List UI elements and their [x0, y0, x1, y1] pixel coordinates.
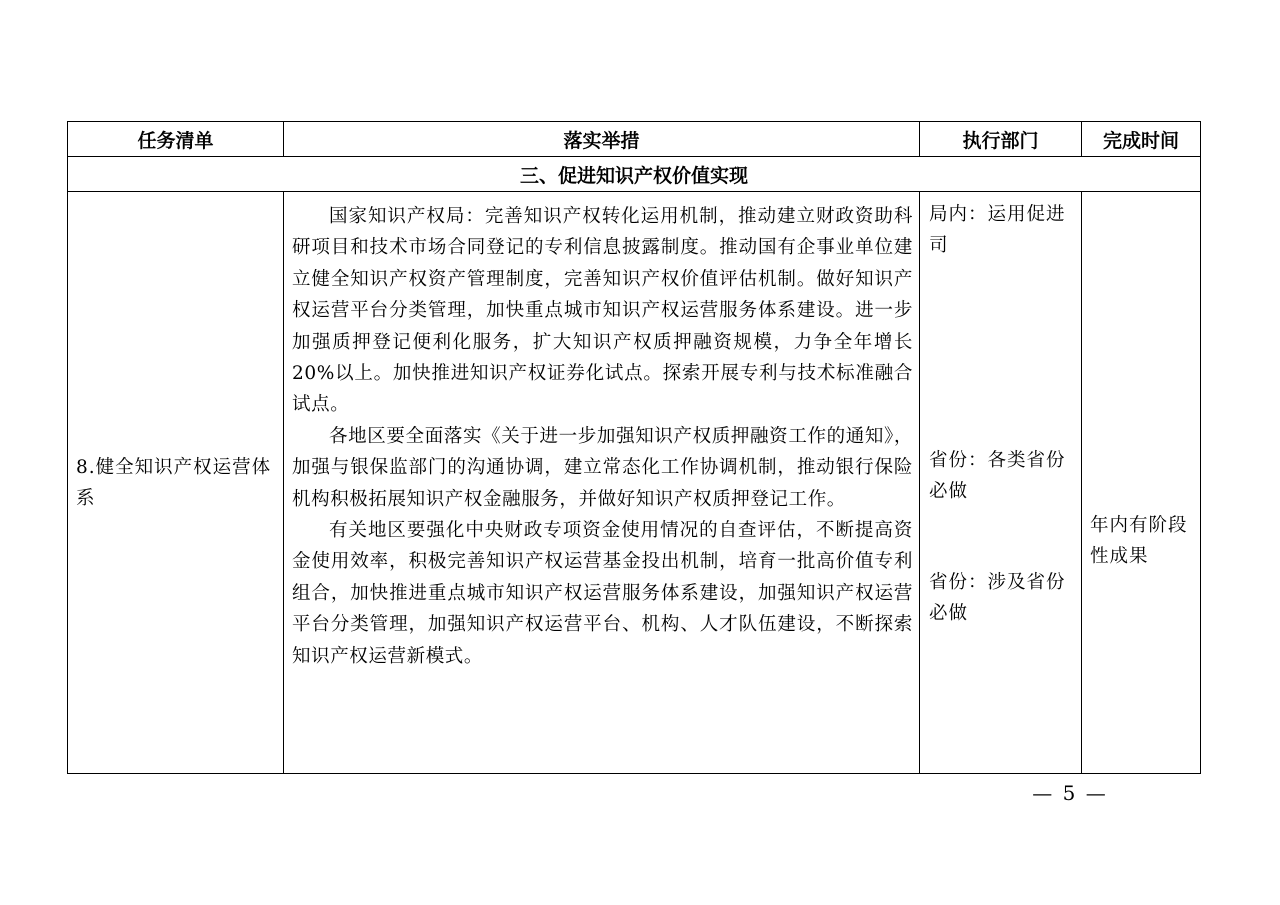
header-measures: 落实举措 — [284, 122, 920, 157]
header-department: 执行部门 — [920, 122, 1082, 157]
section-row — [68, 157, 1201, 192]
header-task-list: 任务清单 — [68, 122, 284, 157]
measures-cell — [284, 192, 920, 774]
measure-paragraph-1: 国家知识产权局：完善知识产权转化运用机制，推动建立财政资助科研项目和技术市场合同登记的专利信息披露制度。推动国有企事业单位建立健全知识产权资产管理制度，完善知识产权价值评估机制。做好知识产权运营平台分类管理，加快重点城市知识产权运营服务体系建设。进一步加强质押登记便利化服务，扩大知识产权质押融资规模，力争全年增长20%以上。加快推进知识产权证券化试点。探索开展专利与技术标准融合试点。 — [292, 206, 913, 416]
department-cell — [920, 192, 1082, 774]
task-table — [67, 121, 1201, 774]
measure-paragraph-2: 各地区要全面落实《关于进一步加强知识产权质押融资工作的通知》，加强与银保监部门的沟通协调，建立常态化工作协调机制，推动银行保险机构积极拓展知识产权金融服务，并做好知识产权质押登记工作。 — [292, 425, 913, 510]
table-row — [68, 192, 1201, 774]
task-cell: 8.健全知识产权运营体系 — [68, 192, 284, 774]
measure-paragraph-3: 有关地区要强化中央财政专项资金使用情况的自查评估，不断提高资金使用效率，积极完善知识产权运营基金投出机制，培育一批高价值专利组合，加快推进重点城市知识产权运营服务体系建设，加强知识产权运营平台分类管理，加强知识产权运营平台、机构、人才队伍建设，不断探索知识产权运营新模式。 — [292, 520, 913, 667]
completion-time-text: 年内有阶段性成果 — [1090, 515, 1188, 567]
header-completion-time: 完成时间 — [1082, 122, 1201, 157]
department-all-provinces: 省份：各类省份必做 — [929, 450, 1066, 502]
page-number: — 5 — — [1032, 781, 1108, 805]
completion-time-cell — [1082, 192, 1201, 774]
header-row — [68, 122, 1201, 157]
department-bureau: 局内：运用促进司 — [929, 204, 1066, 256]
section-title: 三、促进知识产权价值实现 — [68, 157, 1201, 192]
department-related-provinces: 省份：涉及省份必做 — [929, 572, 1066, 624]
